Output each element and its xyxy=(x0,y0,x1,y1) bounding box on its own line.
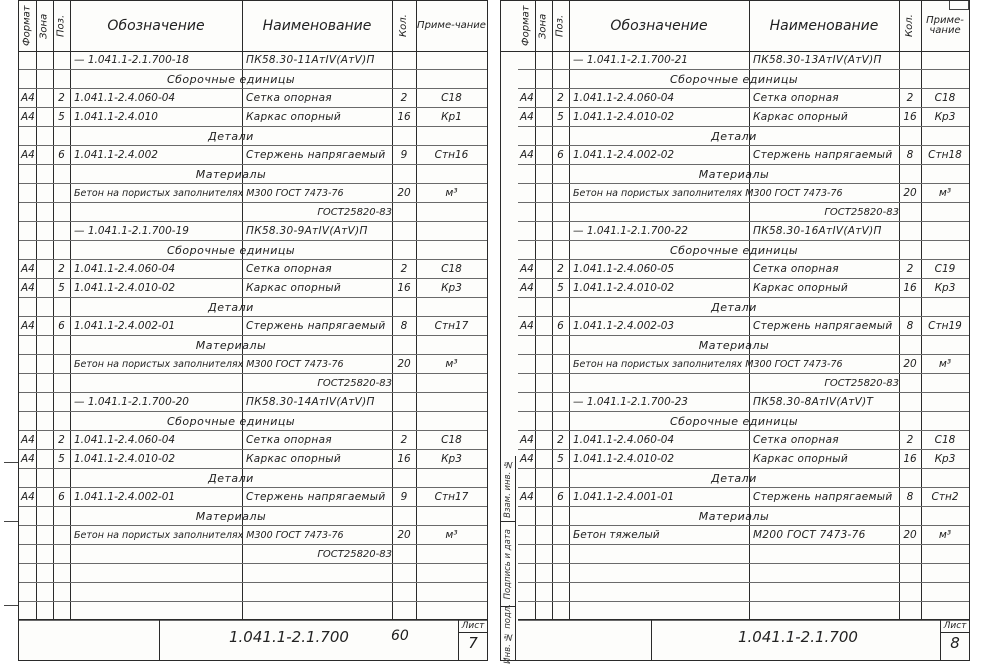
cell-qty: 20 xyxy=(903,358,917,370)
table-row xyxy=(19,51,487,70)
cell-qty: 20 xyxy=(903,187,917,199)
table-row xyxy=(19,488,487,507)
cell-center: Материалы xyxy=(195,167,267,181)
cell-des: 1.041.1-2.4.060-05 xyxy=(573,263,675,275)
cell-qty: 8 xyxy=(400,320,408,332)
table-row xyxy=(19,564,487,583)
table-row xyxy=(518,165,969,184)
cell-name: Стержень напрягаемый xyxy=(753,320,893,332)
cell-des: 1.041.1-2.4.010-02 xyxy=(573,453,675,465)
header-zone: Зона xyxy=(38,13,50,39)
cell-fmt: А4 xyxy=(21,282,35,294)
cell-des: 1.041.1-2.4.001-01 xyxy=(573,491,675,503)
cell-des: 1.041.1-2.4.002-02 xyxy=(573,149,675,161)
cell-center: Материалы xyxy=(195,509,267,523)
cell-name: Сетка опорная xyxy=(753,92,839,104)
table-row xyxy=(518,526,969,545)
cell-qty: 16 xyxy=(397,282,411,294)
cell-qty: 2 xyxy=(906,434,914,446)
cell-fmt: А4 xyxy=(21,263,35,275)
cell-qty: 8 xyxy=(906,491,914,503)
table-row xyxy=(518,222,969,241)
cell-name: ПК58.30-11АтIV(АтV)П xyxy=(246,54,375,66)
cell-name: ПК58.30-16АтIV(АтV)П xyxy=(753,225,882,237)
cell-qty: 16 xyxy=(903,282,917,294)
table-row xyxy=(518,203,969,222)
table-row xyxy=(518,450,969,469)
table-row xyxy=(518,488,969,507)
cell-qty: 2 xyxy=(906,263,914,275)
cell-des: 1.041.1-2.4.060-04 xyxy=(573,434,675,446)
table-row xyxy=(518,317,969,336)
cell-name: ПК58.30-8АтIV(АтV)Т xyxy=(753,396,874,408)
cell-qty: 2 xyxy=(400,434,408,446)
header-note: Приме-чание xyxy=(926,14,964,36)
cell-pos: 6 xyxy=(58,320,65,332)
cell-name: ПК58.30-14АтIV(АтV)П xyxy=(246,396,375,408)
header-zone: Зона xyxy=(537,13,549,39)
header-pos: Поз. xyxy=(55,14,67,38)
cell-pos: 6 xyxy=(58,491,65,503)
table-row xyxy=(19,412,487,431)
cell-des: Бетон тяжелый xyxy=(573,529,660,541)
cell-right: ГОСТ25820-83 xyxy=(824,377,899,389)
cell-fmt: А4 xyxy=(520,320,534,332)
cell-center: Материалы xyxy=(698,167,770,181)
cell-center: Сборочные единицы xyxy=(166,414,296,428)
cell-right: ГОСТ25820-83 xyxy=(317,377,392,389)
cell-note: Кр1 xyxy=(441,111,462,123)
table-row xyxy=(518,298,969,317)
cell-center: Материалы xyxy=(698,338,770,352)
spec-rows-right xyxy=(518,51,969,621)
cell-name: Каркас опорный xyxy=(753,453,848,465)
cell-name: Каркас опорный xyxy=(246,282,341,294)
cell-fmt: А4 xyxy=(520,282,534,294)
table-row xyxy=(19,279,487,298)
cell-fmt: А4 xyxy=(520,491,534,503)
header-name: Наименование xyxy=(769,17,879,34)
cell-name: М200 ГОСТ 7473-76 xyxy=(753,529,866,541)
table-row xyxy=(19,241,487,260)
document-code: 1.041.1-2.1.700 xyxy=(229,628,349,646)
cell-des: — 1.041.1-2.1.700-18 xyxy=(74,54,189,66)
table-row xyxy=(19,108,487,127)
table-row xyxy=(19,89,487,108)
cell-center: Сборочные единицы xyxy=(166,72,296,86)
cell-fmt: А4 xyxy=(520,111,534,123)
spec-sheet-left xyxy=(18,0,488,661)
header-qty: Кол. xyxy=(397,14,409,38)
cell-pos: 6 xyxy=(557,320,564,332)
cell-fmt: А4 xyxy=(21,453,35,465)
cell-note: Кр3 xyxy=(934,282,956,294)
handwritten-mark: 60 xyxy=(391,628,409,644)
table-row xyxy=(518,412,969,431)
cell-qty: 16 xyxy=(903,453,917,465)
cell-pos: 2 xyxy=(58,263,65,275)
cell-note: Кр3 xyxy=(441,282,462,294)
title-block xyxy=(518,619,969,660)
cell-note: Стн16 xyxy=(434,149,469,161)
corner-stamp xyxy=(949,1,969,10)
cell-fmt: А4 xyxy=(21,491,35,503)
cell-name: Сетка опорная xyxy=(753,263,839,275)
table-row xyxy=(518,431,969,450)
cell-qty: 2 xyxy=(906,92,914,104)
cell-note: С18 xyxy=(934,92,956,104)
cell-qty: 20 xyxy=(397,358,411,370)
cell-note: Стн17 xyxy=(434,491,469,503)
spec-rows-left xyxy=(19,51,487,621)
cell-pos: 5 xyxy=(557,453,564,465)
cell-pos: 2 xyxy=(58,434,65,446)
document-code: 1.041.1-2.1.700 xyxy=(738,628,858,646)
cell-name: Каркас опорный xyxy=(246,111,341,123)
cell-note: м³ xyxy=(445,529,458,541)
table-row xyxy=(518,184,969,203)
cell-note: Стн2 xyxy=(931,491,959,503)
cell-center: Детали xyxy=(208,300,254,314)
cell-note: С18 xyxy=(441,434,462,446)
table-row xyxy=(518,51,969,70)
table-row xyxy=(518,108,969,127)
cell-qty: 2 xyxy=(400,92,408,104)
table-row xyxy=(19,298,487,317)
table-row xyxy=(518,241,969,260)
cell-des: 1.041.1-2.4.002-03 xyxy=(573,320,675,332)
table-row xyxy=(518,393,969,412)
cell-note: Кр3 xyxy=(934,453,956,465)
cell-pos: 5 xyxy=(557,282,564,294)
cell-qty: 8 xyxy=(906,320,914,332)
cell-note: Стн18 xyxy=(928,149,962,161)
cell-qty: 9 xyxy=(400,491,408,503)
cell-long: Бетон на пористых заполнителях М300 ГОСТ 7473-76 xyxy=(573,358,843,370)
cell-note: С18 xyxy=(934,434,956,446)
cell-note: С18 xyxy=(441,92,462,104)
cell-des: — 1.041.1-2.1.700-22 xyxy=(573,225,688,237)
cell-note: Кр3 xyxy=(441,453,462,465)
header-qty: Кол. xyxy=(903,14,915,38)
table-row xyxy=(518,374,969,393)
table-row xyxy=(518,89,969,108)
cell-name: Каркас опорный xyxy=(246,453,341,465)
cell-name: Каркас опорный xyxy=(753,111,848,123)
table-row xyxy=(518,469,969,488)
cell-note: Стн17 xyxy=(434,320,469,332)
table-row xyxy=(19,507,487,526)
side-stamp-signature: Подпись и дата xyxy=(501,521,516,607)
cell-qty: 2 xyxy=(400,263,408,275)
cell-name: ПК58.30-13АтIV(АтV)П xyxy=(753,54,882,66)
table-row xyxy=(19,317,487,336)
cell-des: 1.041.1-2.4.010 xyxy=(74,111,158,123)
table-row xyxy=(19,203,487,222)
cell-fmt: А4 xyxy=(21,434,35,446)
cell-name: Сетка опорная xyxy=(246,263,332,275)
header-note: Приме-чание xyxy=(417,19,486,31)
cell-fmt: А4 xyxy=(21,320,35,332)
sheet-number-box xyxy=(458,620,487,660)
cell-qty: 16 xyxy=(903,111,917,123)
cell-note: м³ xyxy=(938,187,952,199)
cell-long: Бетон на пористых заполнителях М300 ГОСТ 7473-76 xyxy=(74,358,344,370)
cell-pos: 2 xyxy=(58,92,65,104)
cell-des: 1.041.1-2.4.010-02 xyxy=(74,282,176,294)
table-row xyxy=(19,165,487,184)
cell-qty: 9 xyxy=(400,149,408,161)
table-row xyxy=(19,450,487,469)
cell-fmt: А4 xyxy=(520,453,534,465)
cell-center: Материалы xyxy=(698,509,770,523)
table-row xyxy=(19,355,487,374)
table-row xyxy=(19,393,487,412)
cell-des: 1.041.1-2.4.002 xyxy=(74,149,158,161)
cell-des: 1.041.1-2.4.010-02 xyxy=(573,111,675,123)
sheet-number: 7 xyxy=(468,634,478,652)
header-name: Наименование xyxy=(262,17,372,34)
table-row xyxy=(518,260,969,279)
table-row xyxy=(19,127,487,146)
table-row xyxy=(518,507,969,526)
table-row xyxy=(518,279,969,298)
cell-des: 1.041.1-2.4.060-04 xyxy=(74,263,176,275)
cell-name: Стержень напрягаемый xyxy=(246,149,386,161)
cell-center: Детали xyxy=(208,129,254,143)
cell-center: Материалы xyxy=(195,338,267,352)
cell-pos: 5 xyxy=(58,453,65,465)
cell-fmt: А4 xyxy=(21,111,35,123)
table-row xyxy=(19,374,487,393)
cell-long: Бетон на пористых заполнителях М300 ГОСТ 7473-76 xyxy=(74,187,344,199)
table-row xyxy=(518,583,969,602)
cell-des: 1.041.1-2.4.010-02 xyxy=(573,282,675,294)
cell-name: Стержень напрягаемый xyxy=(246,491,386,503)
table-row xyxy=(518,146,969,165)
cell-center: Детали xyxy=(208,471,254,485)
cell-name: Стержень напрягаемый xyxy=(753,149,893,161)
cell-des: 1.041.1-2.4.060-04 xyxy=(573,92,675,104)
cell-fmt: А4 xyxy=(520,149,534,161)
cell-note: м³ xyxy=(938,529,952,541)
table-row xyxy=(19,336,487,355)
side-stamp-inventory: Инв. № подл. xyxy=(501,606,516,661)
cell-center: Детали xyxy=(711,300,757,314)
cell-note: С18 xyxy=(441,263,462,275)
cell-qty: 20 xyxy=(397,529,411,541)
sheet-number: 8 xyxy=(950,634,960,652)
title-block xyxy=(19,619,487,660)
cell-pos: 6 xyxy=(557,149,564,161)
cell-name: ПК58.30-9АтIV(АтV)П xyxy=(246,225,368,237)
cell-pos: 6 xyxy=(557,491,564,503)
cell-note: Кр3 xyxy=(934,111,956,123)
cell-pos: 5 xyxy=(58,111,65,123)
cell-des: 1.041.1-2.4.060-04 xyxy=(74,92,176,104)
header-format: Формат xyxy=(21,5,33,47)
cell-note: С19 xyxy=(934,263,956,275)
cell-qty: 16 xyxy=(397,453,411,465)
table-row xyxy=(19,222,487,241)
cell-pos: 5 xyxy=(557,111,564,123)
table-row xyxy=(518,545,969,564)
cell-long: Бетон на пористых заполнителях М300 ГОСТ 7473-76 xyxy=(74,529,344,541)
cell-note: Стн19 xyxy=(928,320,962,332)
cell-note: м³ xyxy=(938,358,952,370)
cell-name: Стержень напрягаемый xyxy=(246,320,386,332)
cell-center: Сборочные единицы xyxy=(166,243,296,257)
table-row xyxy=(518,355,969,374)
cell-pos: 5 xyxy=(58,282,65,294)
cell-fmt: А4 xyxy=(21,149,35,161)
cell-name: Каркас опорный xyxy=(753,282,848,294)
table-row xyxy=(19,431,487,450)
spec-sheet-right xyxy=(500,0,970,664)
cell-center: Детали xyxy=(711,129,757,143)
cell-pos: 2 xyxy=(557,263,564,275)
cell-pos: 6 xyxy=(58,149,65,161)
cell-center: Сборочные единицы xyxy=(669,243,799,257)
cell-center: Сборочные единицы xyxy=(669,72,799,86)
header-designation: Обозначение xyxy=(610,17,708,34)
cell-name: Сетка опорная xyxy=(246,92,332,104)
sheet-label: Лист xyxy=(459,621,487,633)
cell-des: 1.041.1-2.4.010-02 xyxy=(74,453,176,465)
table-row xyxy=(19,184,487,203)
cell-center: Сборочные единицы xyxy=(669,414,799,428)
cell-des: 1.041.1-2.4.060-04 xyxy=(74,434,176,446)
table-row xyxy=(518,127,969,146)
cell-des: 1.041.1-2.4.002-01 xyxy=(74,491,176,503)
cell-des: — 1.041.1-2.1.700-21 xyxy=(573,54,688,66)
cell-right: ГОСТ25820-83 xyxy=(824,206,899,218)
cell-fmt: А4 xyxy=(21,92,35,104)
table-row xyxy=(19,583,487,602)
cell-pos: 2 xyxy=(557,434,564,446)
cell-name: Стержень напрягаемый xyxy=(753,491,893,503)
cell-note: м³ xyxy=(445,187,458,199)
table-row xyxy=(518,336,969,355)
sheet-label: Лист xyxy=(941,621,969,633)
cell-center: Детали xyxy=(711,471,757,485)
table-row xyxy=(19,70,487,89)
cell-qty: 16 xyxy=(397,111,411,123)
cell-right: ГОСТ25820-83 xyxy=(317,206,392,218)
header-designation: Обозначение xyxy=(107,17,205,34)
cell-fmt: А4 xyxy=(520,92,534,104)
cell-fmt: А4 xyxy=(520,263,534,275)
cell-des: — 1.041.1-2.1.700-19 xyxy=(74,225,189,237)
table-row xyxy=(19,545,487,564)
header-format: Формат xyxy=(520,5,532,47)
cell-long: Бетон на пористых заполнителях М300 ГОСТ 7473-76 xyxy=(573,187,843,199)
table-row xyxy=(19,469,487,488)
cell-pos: 2 xyxy=(557,92,564,104)
table-row xyxy=(19,260,487,279)
cell-des: — 1.041.1-2.1.700-20 xyxy=(74,396,189,408)
cell-fmt: А4 xyxy=(520,434,534,446)
side-stamp-replace: Взам. инв. № xyxy=(501,456,516,521)
table-row xyxy=(518,70,969,89)
cell-name: Сетка опорная xyxy=(246,434,332,446)
cell-des: — 1.041.1-2.1.700-23 xyxy=(573,396,688,408)
cell-qty: 20 xyxy=(397,187,411,199)
table-row xyxy=(19,526,487,545)
cell-note: м³ xyxy=(445,358,458,370)
table-row xyxy=(19,146,487,165)
cell-des: 1.041.1-2.4.002-01 xyxy=(74,320,176,332)
cell-right: ГОСТ25820-83 xyxy=(317,548,392,560)
cell-qty: 20 xyxy=(903,529,917,541)
header-pos: Поз. xyxy=(554,14,566,38)
sheet-number-box xyxy=(940,620,969,660)
table-row xyxy=(518,564,969,583)
cell-qty: 8 xyxy=(906,149,914,161)
cell-name: Сетка опорная xyxy=(753,434,839,446)
